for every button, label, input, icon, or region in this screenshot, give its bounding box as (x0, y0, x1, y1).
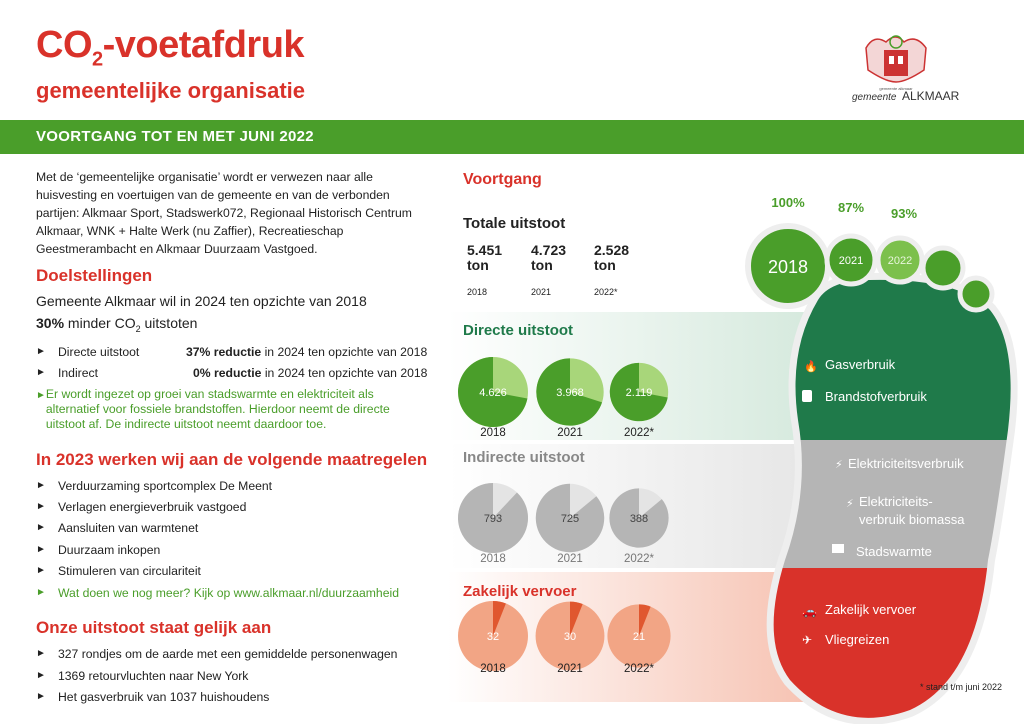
pie-year-label: 2018 (480, 663, 506, 675)
heat-icon (832, 544, 844, 553)
doel-line1: Gemeente Alkmaar wil in 2024 ten opzichte van 2018 (36, 293, 367, 309)
pie-year-label: 2022* (623, 553, 655, 565)
maatregel-item: ► Verlagen energieverbruik vastgoed (36, 500, 247, 514)
total-value-2022: 2.528 ton (594, 242, 630, 273)
pie-year-label: 2018 (480, 427, 506, 439)
doel-line2: 30% minder $CO_2$ uitstoten (36, 315, 198, 334)
svg-text:Elektriciteitsverbruik: Elektriciteitsverbruik (848, 456, 964, 471)
svg-text:gemeente: gemeente (852, 92, 897, 103)
pie-value-label: 2.119 (625, 387, 653, 399)
gelijk-item: ► Het gasverbruik van 1037 huishoudens (36, 690, 270, 704)
duurzaamheid-link[interactable]: ► Wat doen we nog meer? Kijk op www.alkmaar.nl/duurzaamheid (36, 586, 399, 600)
flame-icon: 🔥 (804, 361, 818, 373)
svg-text:Elektriciteits-: Elektriciteits- (859, 494, 933, 509)
doel-row-direct: ► Directe uitstoot 37% reductie in 2024 ten opzichte van 2018 (36, 345, 428, 359)
total-unit: ton (467, 257, 489, 273)
pie-charts (440, 300, 700, 680)
gelijk-heading: Onze uitstoot staat gelijk aan (36, 618, 272, 637)
svg-text:Brandstofverbruik: Brandstofverbruik (825, 389, 927, 404)
fuel-icon (802, 390, 812, 402)
maatregel-item: ► Duurzaam inkopen (36, 543, 161, 557)
pie-year-label: 2022* (623, 427, 655, 439)
lightning-icon: ⚡ (835, 459, 843, 471)
total-year-2018: 2018 (467, 287, 488, 297)
svg-text:Vliegreizen: Vliegreizen (825, 632, 890, 647)
pie-value-label: 725 (560, 513, 580, 525)
pie-value-label: 30 (563, 631, 577, 643)
page-subtitle: gemeentelijke organisatie (36, 78, 305, 103)
svg-text:87%: 87% (837, 200, 865, 215)
plane-icon: ✈ (802, 633, 813, 647)
pie-value-label: 4.626 (479, 387, 507, 399)
maatregel-item: ► Stimuleren van circulariteit (36, 564, 201, 578)
svg-text:2022: 2022 (887, 255, 913, 267)
doel-row-indirect: ► Indirect 0% reductie in 2024 ten opzichte van 2018 (36, 366, 428, 380)
municipality-logo (846, 30, 976, 105)
vervoer-heading: Zakelijk vervoer (463, 583, 577, 600)
intro-text: Met de ‘gemeentelijke organisatie’ wordt er verwezen naar alle huisvesting en voertuigen van de gemeente en van de verbonden partijen: Alkmaar Sport, Stadswerk072, Regionaal Historisch Centrum Alkmaar, WNK + Halte Werk (nu Zaffier), Recreatieschap Geestmerambacht en Alkmaar Duurzaam Vastgoed. (36, 170, 412, 256)
svg-text:gemeente alkmaar: gemeente alkmaar (879, 86, 913, 91)
doel-note: ► Er wordt ingezet op groei van stadswarmte en elektriciteit als alternatief voor fossiele brandstoffen. Hierdoor neemt de directe uitstoot af. De indirecte uitstoot neemt daardoor toe. (36, 387, 390, 431)
pie-value-label: 32 (486, 631, 500, 643)
maatregel-item: ► Aansluiten van warmtenet (36, 521, 199, 535)
svg-text:verbruik biomassa: verbruik biomassa (859, 512, 965, 527)
pie-value-label: 3.968 (556, 387, 584, 399)
svg-text:100%: 100% (771, 195, 805, 210)
total-unit: ton (531, 257, 553, 273)
pie-value-label: 388 (629, 513, 649, 525)
pie-year-label: 2021 (557, 427, 583, 439)
leaf-lightning-icon: ⚡ (846, 498, 854, 510)
total-year-2021: 2021 (531, 287, 552, 297)
svg-text:2018: 2018 (767, 257, 809, 277)
pie-value-label: 793 (483, 513, 503, 525)
total-value-2018: 5.451 ton (467, 242, 503, 273)
indirecte-heading: Indirecte uitstoot (463, 449, 585, 466)
toe-4 (923, 248, 963, 288)
total-value-2021: 4.723 ton (531, 242, 567, 273)
total-unit: ton (594, 257, 616, 273)
pie-value-label: 21 (632, 631, 646, 643)
footnote: * stand t/m juni 2022 (920, 682, 1003, 692)
maatregel-item: ► Verduurzaming sportcomplex De Meent (36, 479, 273, 493)
page-title: $CO_2$-voetafdruk (36, 24, 305, 71)
directe-heading: Directe uitstoot (463, 322, 574, 339)
svg-text:2021: 2021 (838, 255, 864, 267)
coat-of-arms-icon (866, 36, 926, 82)
pie-year-label: 2021 (557, 663, 583, 675)
doel-heading: Doelstellingen (36, 266, 153, 285)
voortgang-heading: Voortgang (463, 171, 542, 188)
pie-year-label: 2022* (623, 663, 655, 675)
svg-text:ALKMAAR: ALKMAAR (902, 89, 960, 103)
svg-text:Stadswarmte: Stadswarmte (856, 544, 932, 559)
pie-year-label: 2021 (557, 553, 583, 565)
svg-text:Zakelijk vervoer: Zakelijk vervoer (825, 602, 917, 617)
progress-banner: VOORTGANG TOT EN MET JUNI 2022 (0, 120, 1024, 154)
pie-year-label: 2018 (480, 553, 506, 565)
maatregelen-heading: In 2023 werken wij aan de volgende maatregelen (36, 450, 428, 469)
car-icon: 🚗 (802, 604, 817, 618)
gelijk-item: ► 327 rondjes om de aarde met een gemiddelde personenwagen (36, 647, 398, 661)
totale-heading: Totale uitstoot (463, 215, 566, 232)
svg-text:Gasverbruik: Gasverbruik (825, 357, 896, 372)
gelijk-item: ► 1369 retourvluchten naar New York (36, 669, 249, 683)
total-year-2022: 2022* (594, 287, 618, 297)
svg-text:93%: 93% (890, 206, 918, 221)
toe-5 (960, 278, 992, 310)
